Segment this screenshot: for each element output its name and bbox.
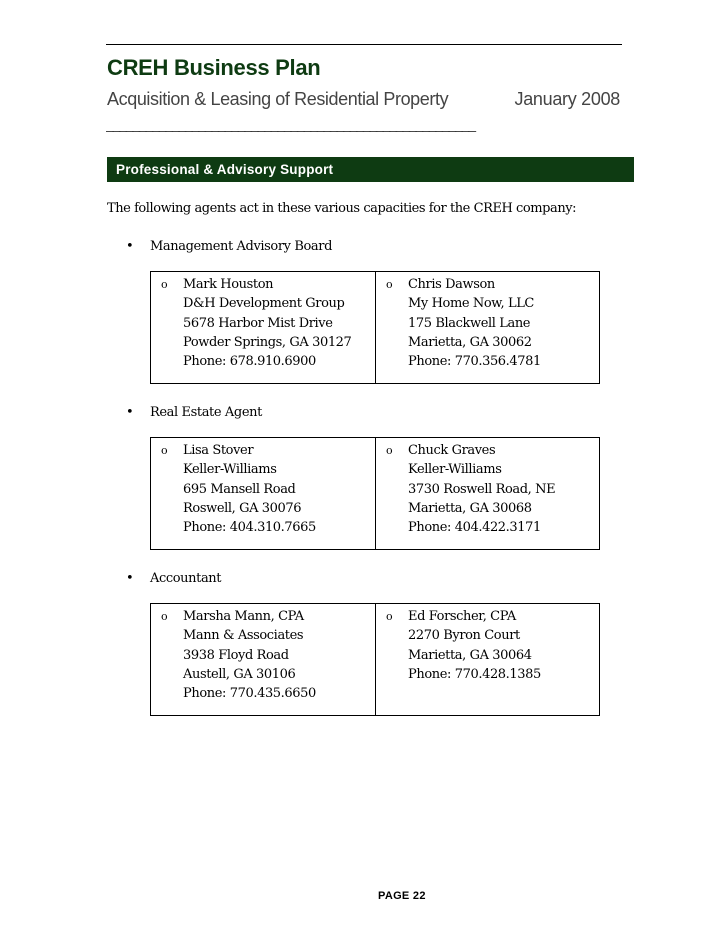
table-divider [375,604,376,715]
contact-table [150,603,600,716]
contact-org: 2270 Byron Court [408,628,520,644]
contact-org: Keller-Williams [408,462,502,478]
contact-phone: Phone: 770.356.4781 [408,354,541,370]
sub-bullet-icon: o [161,444,168,457]
contact-org: My Home Now, LLC [408,296,534,312]
header-dash-rule: ________________________________________________________ [106,116,475,132]
contact-phone [408,684,541,703]
contact-org: Mann & Associates [183,628,304,644]
contact-name: Mark Houston [183,277,274,292]
bullet-icon: • [126,405,134,420]
contact-address: 3730 Roswell Road, NE [408,481,556,497]
document-title: CREH Business Plan [107,55,321,80]
sub-bullet-icon: o [161,610,168,623]
document-subtitle: Acquisition & Leasing of Residential Property [107,89,449,109]
contact-phone: Phone: 770.435.6650 [183,686,316,702]
group-heading [126,405,262,420]
group-heading [126,239,332,254]
header-top-rule [106,44,622,45]
sub-bullet-icon: o [161,278,168,291]
contact-name: Chris Dawson [408,277,495,292]
contact-city: Marietta, GA 30062 [408,334,532,350]
document-date: January 2008 [514,89,620,109]
contact-table [150,437,600,550]
sub-bullet-icon: o [386,610,393,623]
contact-name: Ed Forscher, CPA [408,609,516,624]
group-heading [126,571,221,586]
contact-org: D&H Development Group [183,296,345,312]
contact-name: Marsha Mann, CPA [183,609,304,624]
contact-address: 695 Mansell Road [183,481,296,497]
contact-phone: Phone: 404.310.7665 [183,520,316,536]
sub-bullet-icon: o [386,444,393,457]
contact-name: Chuck Graves [408,443,496,458]
table-divider [375,272,376,383]
contact-phone: Phone: 404.422.3171 [408,520,541,536]
contact-address: 3938 Floyd Road [183,647,289,663]
contact-address: 5678 Harbor Mist Drive [183,315,333,331]
intro-paragraph: The following agents act in these various capacities for the CREH company: [107,201,577,216]
contact-name: Lisa Stover [183,443,254,458]
contact-city: Austell, GA 30106 [183,666,296,682]
contact-org: Keller-Williams [183,462,277,478]
table-divider [375,438,376,549]
contact-city: Powder Springs, GA 30127 [183,334,352,350]
bullet-icon: • [126,239,134,254]
section-header-bar [107,157,634,182]
contact-address: 175 Blackwell Lane [408,315,531,331]
contact-phone: Phone: 678.910.6900 [183,354,316,370]
contact-table [150,271,600,384]
sub-bullet-icon: o [386,278,393,291]
group-label: Real Estate Agent [150,405,262,420]
group-label: Management Advisory Board [150,239,333,254]
group-label: Accountant [150,571,222,586]
page-number: PAGE 22 [378,890,426,902]
contact-city: Marietta, GA 30068 [408,500,532,516]
contact-city: Phone: 770.428.1385 [408,666,541,682]
bullet-icon: • [126,571,134,586]
contact-city: Roswell, GA 30076 [183,500,302,516]
section-title: Professional & Advisory Support [116,162,334,177]
contact-address: Marietta, GA 30064 [408,647,532,663]
